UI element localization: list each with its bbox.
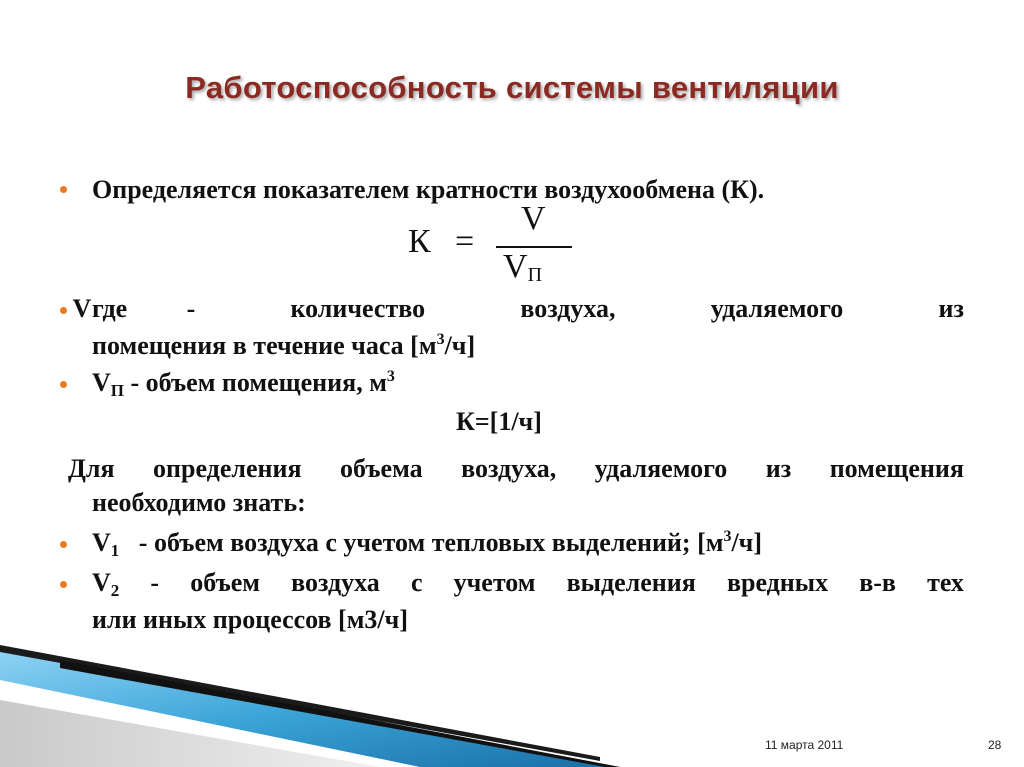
v2-word: тех <box>927 568 964 597</box>
bullet-marker <box>60 381 67 388</box>
where-line <box>72 292 964 325</box>
need-continuation: необходимо знать: <box>92 488 306 517</box>
formula-equals: = <box>455 223 475 260</box>
v2-word: объем <box>190 568 260 597</box>
room-volume-line: $V_П$ - объем помещения, $м^3$ <box>92 368 395 400</box>
v2-symbol: $V_2$ <box>92 568 120 600</box>
bullet-marker <box>60 186 67 193</box>
formula-lhs: К <box>408 223 431 260</box>
slide-title: Работоспособность системы вентиляции <box>185 70 839 105</box>
need-line <box>68 452 964 485</box>
v2-word: учетом <box>453 568 536 597</box>
v1-line: $V_1$ - объем воздуха с учетом тепловых выделений; $[м^3/ч]$ <box>92 528 762 560</box>
where-word: V <box>72 294 92 323</box>
where-word: количество <box>290 294 426 323</box>
v2-word: воздуха <box>291 568 380 597</box>
formula-denominator: VП <box>503 248 543 286</box>
formula-denominator-sub: П <box>527 264 543 286</box>
need-word: из <box>765 454 792 483</box>
definition-line: Определяется показателем кратности воздухообмена (К). <box>92 175 765 204</box>
where-word: удаляемого <box>710 294 844 323</box>
need-word: определения <box>153 454 302 483</box>
need-word: воздуха, <box>461 454 557 483</box>
bullet-marker <box>60 307 67 314</box>
need-word: объема <box>340 454 423 483</box>
v2-word: - <box>150 568 160 597</box>
need-word: Для <box>68 454 115 483</box>
page-number: 28 <box>988 738 1002 752</box>
v2-word: в-в <box>859 568 896 597</box>
footer-date: 11 марта 2011 <box>765 738 844 752</box>
v2-line <box>92 566 964 599</box>
bullet-marker <box>60 581 67 588</box>
bullet-marker <box>60 541 67 548</box>
v2-word: с <box>410 568 423 597</box>
v2-word: вредных <box>726 568 829 597</box>
where-word: где <box>92 294 128 323</box>
formula-numerator: V <box>521 200 546 237</box>
where-word: - <box>186 294 196 323</box>
v2-word: выделения <box>566 568 696 597</box>
where-word: из <box>938 294 964 323</box>
where-word: воздуха, <box>520 294 616 323</box>
k-unit-line: К=[1/ч] <box>456 407 542 436</box>
need-word: удаляемого <box>594 454 728 483</box>
v2-continuation: или иных процессов [м3/ч] <box>92 605 408 634</box>
need-word: помещения <box>829 454 964 483</box>
where-continuation: помещения в течение часа $[м^3/ч]$ <box>92 331 476 360</box>
